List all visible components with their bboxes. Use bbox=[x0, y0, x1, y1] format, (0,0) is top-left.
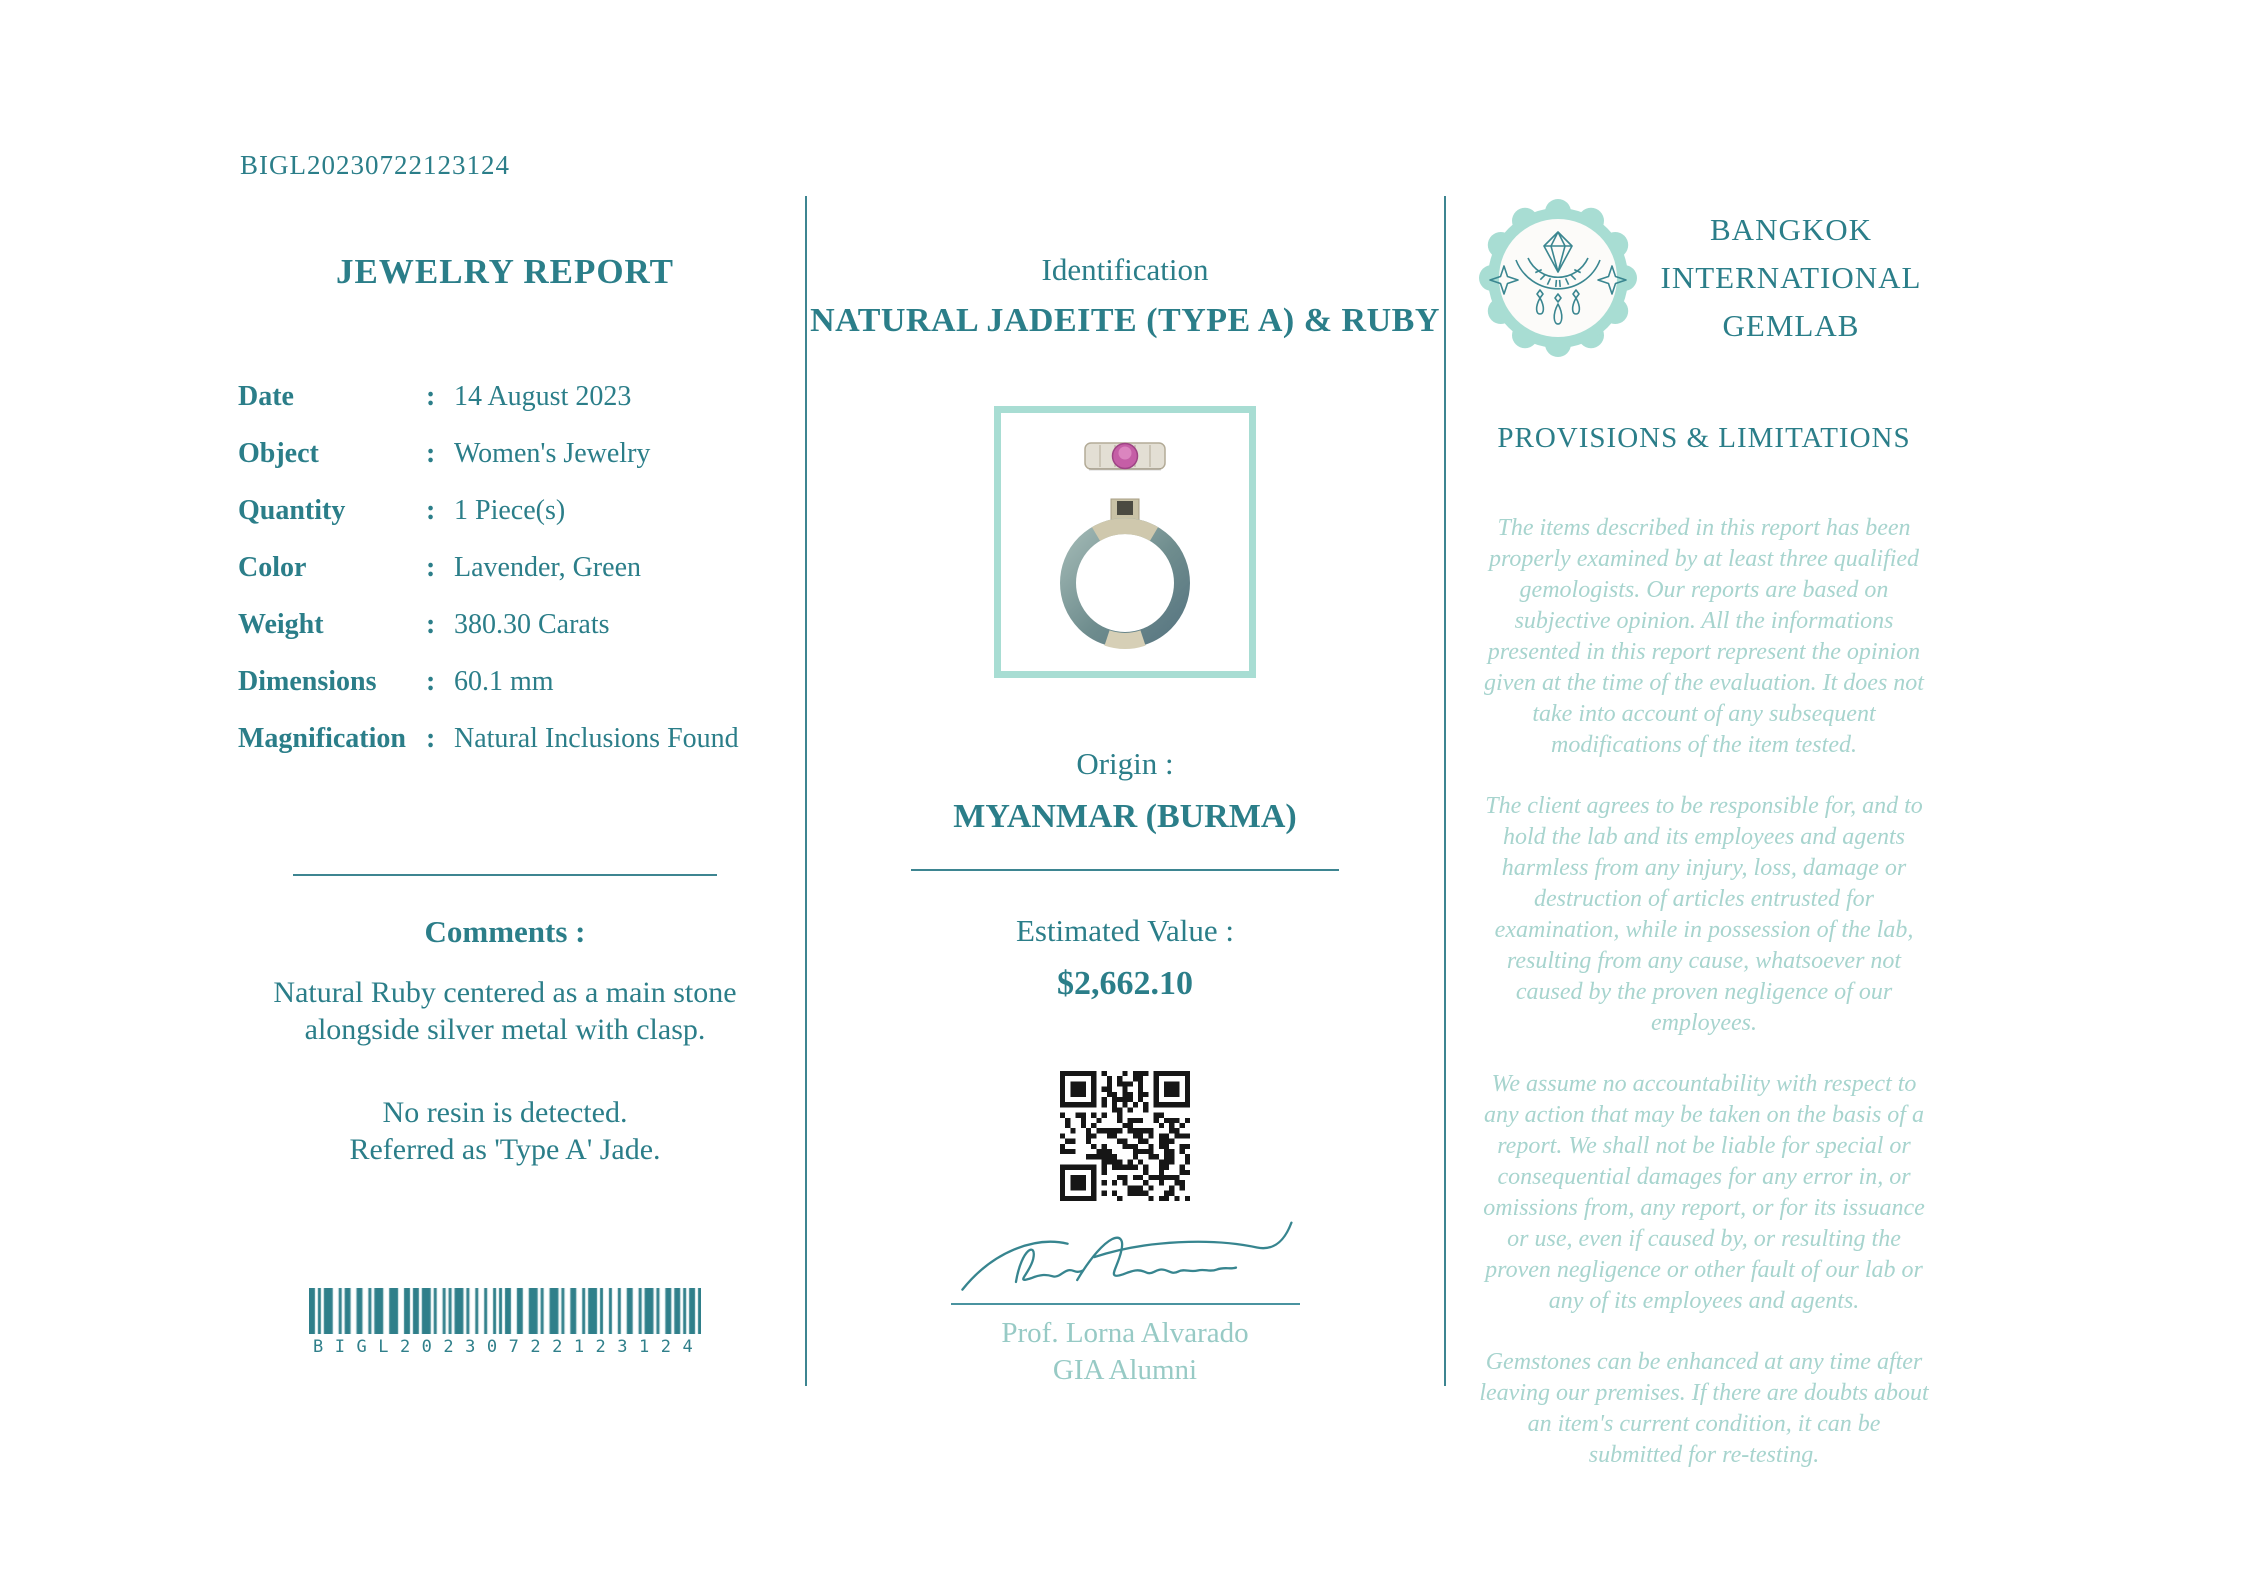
field-value: 380.30 Carats bbox=[454, 609, 610, 640]
comment-text: Natural Ruby centered as a main stone alongside silver metal with clasp. bbox=[273, 976, 737, 1046]
origin-label: Origin : bbox=[1076, 746, 1174, 781]
jade-band bbox=[1068, 526, 1182, 641]
field-separator: : bbox=[426, 381, 436, 412]
field-row-weight bbox=[238, 610, 830, 640]
origin-value: MYANMAR (BURMA) bbox=[953, 798, 1297, 835]
field-value: 60.1 mm bbox=[454, 666, 554, 697]
provisions-paragraph: We assume no accountability with respect to any action that may be taken on the basis of a report. We shall not be liable for special or consequential damages for any error in, or omissions from, any report, or for its issuance or use, even if caused by, or resulting the proven negligence or other fault of our lab or any of its employees and agents. bbox=[1483, 1071, 1925, 1314]
signature bbox=[947, 1215, 1303, 1303]
comments-divider-line bbox=[293, 874, 717, 876]
identification-label: Identification bbox=[1041, 252, 1209, 287]
barcode-label: BIGL20230722123124 bbox=[313, 1337, 705, 1357]
field-row-date bbox=[238, 382, 830, 412]
provisions-paragraph: Gemstones can be enhanced at any time after leaving our premises. If there are doubts about an item's current condition, it can be submitted for re-testing. bbox=[1479, 1349, 1929, 1468]
ring-photo bbox=[1001, 413, 1249, 671]
comments-heading: Comments : bbox=[424, 914, 586, 949]
field-value: 14 August 2023 bbox=[454, 381, 632, 412]
field-separator: : bbox=[426, 438, 436, 469]
qr-code bbox=[1060, 1071, 1190, 1201]
provisions-heading: PROVISIONS & LIMITATIONS bbox=[1497, 422, 1911, 454]
comment-text-secondary bbox=[180, 1094, 830, 1168]
silver-bar-with-ruby bbox=[1085, 443, 1165, 471]
provisions-paragraph: The items described in this report has been properly examined by at least three qualified gemologists. Our reports are based on subjective opinion. All the informations presented in this report represent the opinion given at the time of the evaluation. It does not take into account of any subsequent modifications of the item tested. bbox=[1484, 515, 1924, 758]
clasp-connector bbox=[1111, 499, 1139, 521]
field-label: Dimensions bbox=[238, 666, 377, 697]
field-label: Object bbox=[238, 438, 319, 469]
signature-line bbox=[951, 1303, 1300, 1305]
field-row-magnification bbox=[238, 724, 830, 754]
lab-name-line: GEMLAB bbox=[1722, 308, 1860, 343]
field-row-dimensions bbox=[238, 667, 830, 697]
field-value: Women's Jewelry bbox=[454, 438, 651, 469]
provisions-text bbox=[1478, 513, 1930, 1471]
field-row-color bbox=[238, 553, 830, 583]
lab-header bbox=[1478, 198, 1930, 358]
field-separator: : bbox=[426, 666, 436, 697]
jewelry-photo-frame bbox=[994, 406, 1256, 678]
field-separator: : bbox=[426, 552, 436, 583]
field-value: 1 Piece(s) bbox=[454, 495, 566, 526]
signatory-title: GIA Alumni bbox=[1052, 1354, 1198, 1386]
column-divider-right bbox=[1444, 196, 1446, 1386]
lab-name-line: BANGKOK bbox=[1710, 212, 1872, 247]
field-label: Magnification bbox=[238, 723, 406, 754]
signatory-name: Prof. Lorna Alvarado bbox=[1001, 1317, 1249, 1349]
field-separator: : bbox=[426, 495, 436, 526]
field-separator: : bbox=[426, 723, 436, 754]
details-table bbox=[238, 382, 830, 754]
identification-value: NATURAL JADEITE (TYPE A) & RUBY bbox=[810, 302, 1440, 339]
field-value: Natural Inclusions Found bbox=[454, 723, 739, 754]
barcode bbox=[309, 1288, 705, 1357]
lab-name-line: INTERNATIONAL bbox=[1660, 260, 1922, 295]
field-label: Weight bbox=[238, 609, 324, 640]
comment-line: No resin is detected. bbox=[382, 1096, 628, 1129]
lab-name bbox=[1652, 206, 1930, 350]
field-label: Color bbox=[238, 552, 307, 583]
estimated-value: $2,662.10 bbox=[1057, 965, 1193, 1002]
field-label: Date bbox=[238, 381, 294, 412]
estimated-value-divider-line bbox=[911, 869, 1339, 871]
barcode-bars bbox=[309, 1288, 701, 1334]
field-separator: : bbox=[426, 609, 436, 640]
report-number: BIGL20230722123124 bbox=[240, 150, 510, 180]
gemlab-badge-logo-icon bbox=[1478, 198, 1638, 358]
comment-line: Referred as 'Type A' Jade. bbox=[349, 1133, 661, 1166]
report-details-column bbox=[180, 252, 830, 1357]
identification-column bbox=[806, 0, 1444, 1387]
field-label: Quantity bbox=[238, 495, 346, 526]
lab-provisions-column bbox=[1478, 0, 1930, 1501]
field-value: Lavender, Green bbox=[454, 552, 641, 583]
field-row-object bbox=[238, 439, 830, 469]
page-title: JEWELRY REPORT bbox=[336, 252, 674, 291]
estimated-value-label: Estimated Value : bbox=[1015, 913, 1235, 948]
provisions-paragraph: The client agrees to be responsible for, and to hold the lab and its employees and agents harmless from any injury, loss, damage or destruction of articles entrusted for examination, while in possession of the lab, resulting from any cause, whatsoever not caused by the proven negligence of our employees. bbox=[1485, 793, 1923, 1036]
field-row-quantity bbox=[238, 496, 830, 526]
